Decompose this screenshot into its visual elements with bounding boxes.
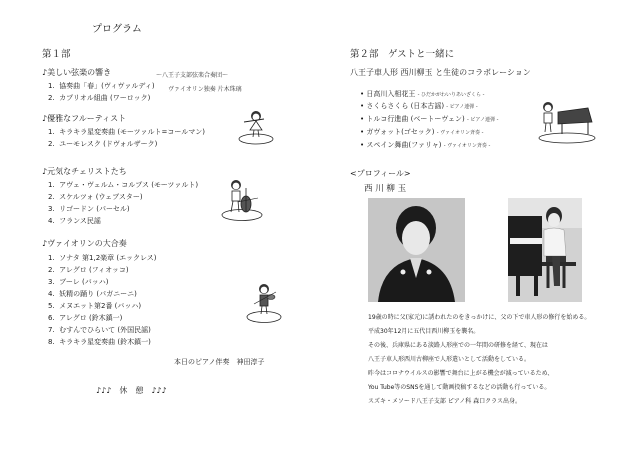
bio-line: You Tube等のSNSを通して動画投稿するなどの活動も行っている。: [368, 384, 551, 391]
list-item: 3. リゴードン (パーセル): [48, 205, 130, 213]
bio-line: 平成30年12月に五代目西川柳玉を襲名。: [368, 328, 480, 335]
list-item: 8. キラキラ星変奏曲 (鈴木鎮一): [48, 338, 151, 346]
list-item: • 日高川入相花王 - ひだかがわいりあいざくら -: [360, 90, 485, 98]
list-item: 1. 協奏曲「春」(ヴィヴァルディ): [48, 82, 155, 90]
section-violin-title: ♪ヴァイオリンの大合奏: [42, 239, 127, 248]
part1-heading: 第１部: [42, 49, 71, 60]
list-item: 2. ユーモレスク (ドヴォルザーク): [48, 140, 158, 148]
section-strings-note: ～八王子支部弦楽合奏団～: [156, 72, 229, 79]
list-item: • トルコ行進曲 (ベートーヴェン) - ピアノ連弾 -: [360, 115, 499, 123]
pianist-credit: 本日のピアノ伴奏 神田淳子: [174, 358, 265, 366]
cellist-illustration: [218, 178, 266, 222]
bio-line: その後、兵庫県にある淡路人形座での一年間の研修を経て、現在は: [368, 342, 548, 349]
flutist-illustration: [236, 108, 276, 146]
list-item: 1. アヴェ・ヴェルム・コルプス (モーツァルト): [48, 181, 199, 189]
list-item: 2. スケルツォ (ウェブスター): [48, 193, 143, 201]
list-item: • スペイン舞曲(ファリャ) - ヴァイオリン斉奏 -: [360, 141, 491, 149]
part2-subtitle: 八王子車人形 西川柳玉 と生徒のコラボレーション: [350, 68, 531, 77]
bio-line: 昨今はコロナウイルスの影響で舞台に上がる機会が減っているため、: [368, 370, 554, 377]
section-flute-title: ♪優雅なフルーティスト: [42, 114, 127, 123]
list-item: • ガヴォット(ゴセック) - ヴァイオリン斉奏 -: [360, 128, 484, 136]
profile-heading: <プロフィール>: [350, 169, 411, 178]
bio-line: 19歳の時に父(家元)に誘われたのをきっかけに、父の下で車人形の修行を始める。: [368, 314, 591, 321]
list-item: 1. ソナタ 第1,2楽章 (エックレス): [48, 254, 157, 262]
list-item: • さくらさくら (日本古謡) - ピアノ連弾 -: [360, 102, 478, 110]
bio-line: 八王子車人形西川古柳座で人形遣いとして活動をしている。: [368, 356, 531, 363]
program-title: プログラム: [92, 24, 142, 35]
list-item: 7. むすんでひらいて (外国民謡): [48, 326, 151, 334]
profile-name: 西 川 柳 玉: [364, 184, 407, 194]
list-item: 1. キラキラ星変奏曲 (モーツァルト=コールマン): [48, 128, 205, 136]
list-item: 2. アレグロ (フィオッコ): [48, 266, 129, 274]
section-strings-title: ♪美しい弦楽の響き: [42, 68, 112, 77]
list-item: 2. カプリオル組曲 (ワーロック): [48, 94, 151, 102]
list-item: 6. アレグロ (鈴木鎮一): [48, 314, 123, 322]
performer-note: ヴァイオリン独奏 片木珠璃: [168, 86, 242, 93]
violinist-illustration: [244, 282, 284, 324]
section-cello-title: ♪元気なチェリストたち: [42, 167, 127, 176]
list-item: 4. フランス民謡: [48, 217, 101, 225]
portrait-photo: [368, 198, 465, 302]
student-piano-photo: [508, 198, 582, 302]
bio-line: スズキ・メソード八王子支部 ピアノ科 森口クラス出身。: [368, 398, 521, 405]
list-item: 4. 妖精の踊り (パガニーニ): [48, 290, 137, 298]
list-item: 5. メヌエット第2番 (バッハ): [48, 302, 142, 310]
pianist-illustration: [536, 98, 598, 144]
list-item: 3. ブーレ (バッハ): [48, 278, 109, 286]
intermission: ♪♪♪ 休 憩 ♪♪♪: [96, 386, 167, 395]
part2-heading: 第２部 ゲストと一緒に: [350, 49, 455, 60]
